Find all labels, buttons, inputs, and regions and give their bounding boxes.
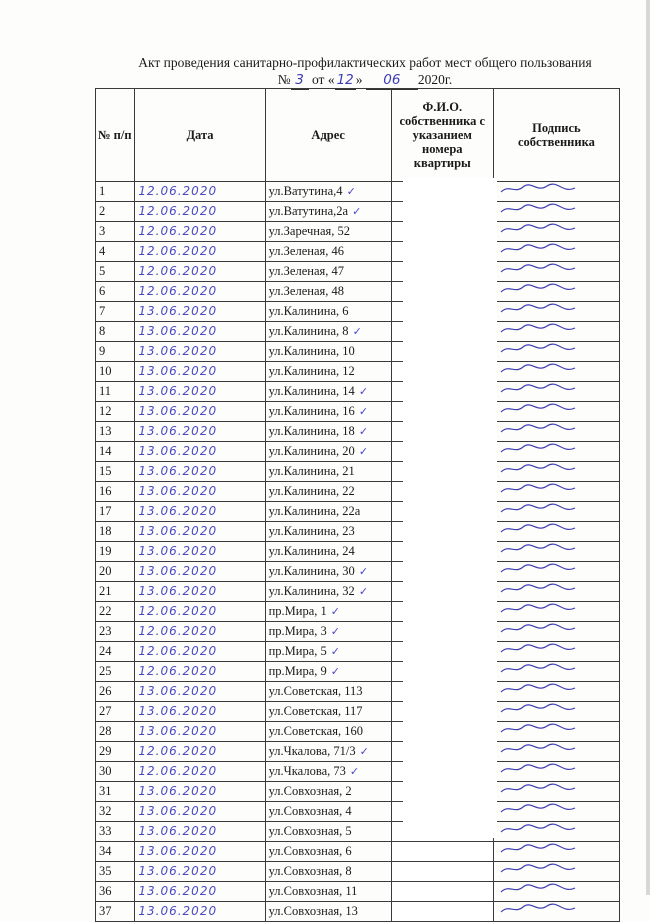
- handwritten-signature-icon: [497, 386, 597, 399]
- header-owner: Ф.И.О. собственника с указанием номера квартиры: [391, 89, 493, 182]
- row-signature-cell: [493, 542, 619, 562]
- sanitation-log-table: [95, 88, 620, 922]
- row-address-cell: [265, 342, 391, 362]
- row-address-cell: [265, 742, 391, 762]
- row-owner: [391, 842, 493, 862]
- row-address: ул.Ватутина,2а: [268, 204, 349, 218]
- table-row: [96, 342, 620, 362]
- row-signature-cell: [493, 242, 619, 262]
- row-date: 13.06.2020: [135, 382, 265, 402]
- table-row: [96, 302, 620, 322]
- page-edge-shadow: [646, 0, 650, 895]
- row-address-cell: [265, 902, 391, 922]
- row-address: ул.Зеленая, 48: [268, 284, 345, 298]
- row-date: 13.06.2020: [135, 862, 265, 882]
- table-row: [96, 802, 620, 822]
- check-mark-icon: ✓: [346, 185, 356, 198]
- row-date: 12.06.2020: [135, 622, 265, 642]
- row-signature-cell: [493, 442, 619, 462]
- table-row: [96, 562, 620, 582]
- row-number: 12: [96, 402, 135, 422]
- row-date: 13.06.2020: [135, 422, 265, 442]
- row-signature-cell: [493, 502, 619, 522]
- row-owner: [391, 862, 493, 882]
- row-number: 36: [96, 882, 135, 902]
- row-signature-cell: [493, 562, 619, 582]
- row-number: 28: [96, 722, 135, 742]
- row-date: 13.06.2020: [135, 802, 265, 822]
- row-address-cell: [265, 862, 391, 882]
- row-number: 20: [96, 562, 135, 582]
- row-number: 18: [96, 522, 135, 542]
- check-mark-icon: ✓: [352, 205, 362, 218]
- row-signature-cell: [493, 742, 619, 762]
- handwritten-signature-icon: [497, 246, 597, 259]
- table-row: [96, 362, 620, 382]
- row-address: ул.Калинина, 22: [268, 484, 355, 498]
- handwritten-signature-icon: [497, 446, 597, 459]
- header-address: Адрес: [265, 89, 391, 182]
- row-address: ул.Чкалова, 73: [268, 764, 346, 778]
- row-address: ул.Совхозная, 6: [268, 844, 352, 858]
- title-line-1: Акт проведения санитарно-профилактических работ мест общего пользования: [138, 55, 592, 70]
- table-row: [96, 182, 620, 202]
- row-date: 13.06.2020: [135, 582, 265, 602]
- close-quote: »: [355, 72, 363, 87]
- row-date: 13.06.2020: [135, 882, 265, 902]
- row-number: 25: [96, 662, 135, 682]
- row-address-cell: [265, 782, 391, 802]
- check-mark-icon: ✓: [330, 665, 340, 678]
- table-row: [96, 202, 620, 222]
- row-date: 12.06.2020: [135, 202, 265, 222]
- row-address-cell: [265, 502, 391, 522]
- row-address: ул.Калинина, 8: [268, 324, 349, 338]
- row-date: 13.06.2020: [135, 842, 265, 862]
- row-date: 13.06.2020: [135, 722, 265, 742]
- header-date: Дата: [135, 89, 265, 182]
- row-number: 17: [96, 502, 135, 522]
- handwritten-signature-icon: [497, 226, 597, 239]
- row-address: ул.Калинина, 20: [268, 444, 355, 458]
- row-signature-cell: [493, 902, 619, 922]
- row-address: ул.Советская, 113: [268, 684, 363, 698]
- row-number: 26: [96, 682, 135, 702]
- row-date: 13.06.2020: [135, 502, 265, 522]
- row-address: ул.Советская, 117: [268, 704, 363, 718]
- row-signature-cell: [493, 782, 619, 802]
- row-signature-cell: [493, 362, 619, 382]
- row-date: 13.06.2020: [135, 782, 265, 802]
- row-number: 23: [96, 622, 135, 642]
- from-word: от «: [311, 72, 335, 87]
- row-address-cell: [265, 422, 391, 442]
- row-address: ул.Калинина, 32: [268, 584, 355, 598]
- header-num: № п/п: [96, 89, 135, 182]
- handwritten-signature-icon: [497, 366, 597, 379]
- row-number: 16: [96, 482, 135, 502]
- row-number: 22: [96, 602, 135, 622]
- row-number: 30: [96, 762, 135, 782]
- row-address: ул.Совхозная, 13: [268, 904, 358, 918]
- row-date: 12.06.2020: [135, 742, 265, 762]
- row-address: ул.Калинина, 6: [268, 304, 349, 318]
- row-address-cell: [265, 482, 391, 502]
- handwritten-signature-icon: [497, 266, 597, 279]
- check-mark-icon: ✓: [358, 405, 369, 418]
- row-address: ул.Калинина, 14: [268, 384, 355, 398]
- row-address-cell: [265, 622, 391, 642]
- row-address-cell: [265, 222, 391, 242]
- act-month: 06: [366, 72, 418, 90]
- row-address: ул.Чкалова, 71/3: [268, 744, 356, 758]
- row-signature-cell: [493, 802, 619, 822]
- row-number: 10: [96, 362, 135, 382]
- row-address-cell: [265, 802, 391, 822]
- table-row: [96, 642, 620, 662]
- row-date: 12.06.2020: [135, 602, 265, 622]
- row-number: 9: [96, 342, 135, 362]
- row-number: 2: [96, 202, 135, 222]
- row-address-cell: [265, 462, 391, 482]
- row-number: 6: [96, 282, 135, 302]
- table-row: [96, 542, 620, 562]
- table-row: [96, 682, 620, 702]
- row-number: 5: [96, 262, 135, 282]
- row-address: пр.Мира, 5: [268, 644, 327, 658]
- row-address: ул.Калинина, 23: [268, 524, 355, 538]
- row-signature-cell: [493, 582, 619, 602]
- row-address-cell: [265, 702, 391, 722]
- handwritten-signature-icon: [497, 566, 597, 579]
- row-signature-cell: [493, 682, 619, 702]
- row-signature-cell: [493, 322, 619, 342]
- row-address: ул.Калинина, 18: [268, 424, 355, 438]
- row-signature-cell: [493, 182, 619, 202]
- table-row: [96, 622, 620, 642]
- row-date: 13.06.2020: [135, 482, 265, 502]
- row-signature-cell: [493, 282, 619, 302]
- handwritten-signature-icon: [497, 586, 597, 599]
- row-address-cell: [265, 662, 391, 682]
- document-title: [100, 54, 630, 90]
- row-number: 34: [96, 842, 135, 862]
- row-number: 15: [96, 462, 135, 482]
- table-row: [96, 222, 620, 242]
- check-mark-icon: ✓: [358, 565, 369, 578]
- row-date: 13.06.2020: [135, 362, 265, 382]
- handwritten-signature-icon: [497, 506, 597, 519]
- row-owner: [391, 882, 493, 902]
- row-signature-cell: [493, 302, 619, 322]
- handwritten-signature-icon: [497, 526, 597, 539]
- row-date: 13.06.2020: [135, 402, 265, 422]
- table-row: [96, 862, 620, 882]
- row-date: 12.06.2020: [135, 282, 265, 302]
- row-date: 13.06.2020: [135, 822, 265, 842]
- handwritten-signature-icon: [497, 186, 597, 199]
- row-number: 11: [96, 382, 135, 402]
- table-row: [96, 262, 620, 282]
- handwritten-signature-icon: [497, 886, 597, 899]
- handwritten-signature-icon: [497, 206, 597, 219]
- row-address-cell: [265, 202, 391, 222]
- header-signature: Подпись собственника: [493, 89, 619, 182]
- check-mark-icon: ✓: [349, 765, 360, 778]
- row-signature-cell: [493, 342, 619, 362]
- row-date: 13.06.2020: [135, 302, 265, 322]
- table-row: [96, 662, 620, 682]
- row-signature-cell: [493, 402, 619, 422]
- row-date: 12.06.2020: [135, 182, 265, 202]
- row-number: 4: [96, 242, 135, 262]
- row-signature-cell: [493, 882, 619, 902]
- table-row: [96, 462, 620, 482]
- act-number: 3: [291, 72, 309, 90]
- row-signature-cell: [493, 422, 619, 442]
- handwritten-signature-icon: [497, 546, 597, 559]
- row-address: ул.Ватутина,4: [268, 184, 343, 198]
- table-row: [96, 842, 620, 862]
- row-address: ул.Калинина, 21: [268, 464, 355, 478]
- row-date: 13.06.2020: [135, 542, 265, 562]
- handwritten-signature-icon: [497, 746, 597, 759]
- row-address: пр.Мира, 3: [268, 624, 327, 638]
- row-address-cell: [265, 882, 391, 902]
- table-row: [96, 242, 620, 262]
- handwritten-signature-icon: [497, 706, 597, 719]
- row-number: 32: [96, 802, 135, 822]
- row-address-cell: [265, 302, 391, 322]
- table-row: [96, 702, 620, 722]
- handwritten-signature-icon: [497, 486, 597, 499]
- row-address-cell: [265, 282, 391, 302]
- handwritten-signature-icon: [497, 346, 597, 359]
- table-row: [96, 422, 620, 442]
- act-year: 2020г.: [417, 72, 453, 87]
- row-address-cell: [265, 382, 391, 402]
- row-signature-cell: [493, 602, 619, 622]
- row-date: 12.06.2020: [135, 262, 265, 282]
- row-number: 29: [96, 742, 135, 762]
- handwritten-signature-icon: [497, 686, 597, 699]
- row-address: ул.Совхозная, 8: [268, 864, 352, 878]
- table-row: [96, 882, 620, 902]
- row-date: 13.06.2020: [135, 702, 265, 722]
- row-address-cell: [265, 722, 391, 742]
- row-address-cell: [265, 522, 391, 542]
- table-row: [96, 322, 620, 342]
- handwritten-signature-icon: [497, 726, 597, 739]
- row-date: 12.06.2020: [135, 222, 265, 242]
- check-mark-icon: ✓: [330, 625, 340, 638]
- row-signature-cell: [493, 862, 619, 882]
- handwritten-signature-icon: [497, 286, 597, 299]
- row-address-cell: [265, 822, 391, 842]
- row-address: пр.Мира, 1: [268, 604, 327, 618]
- row-address: ул.Зеленая, 46: [268, 244, 345, 258]
- row-date: 13.06.2020: [135, 522, 265, 542]
- row-number: 3: [96, 222, 135, 242]
- handwritten-signature-icon: [497, 326, 597, 339]
- handwritten-signature-icon: [497, 906, 597, 919]
- table-row: [96, 442, 620, 462]
- row-address-cell: [265, 762, 391, 782]
- redacted-names-area: [403, 178, 497, 838]
- handwritten-signature-icon: [497, 406, 597, 419]
- row-number: 8: [96, 322, 135, 342]
- row-address-cell: [265, 842, 391, 862]
- handwritten-signature-icon: [497, 646, 597, 659]
- handwritten-signature-icon: [497, 626, 597, 639]
- handwritten-signature-icon: [497, 606, 597, 619]
- table-row: [96, 782, 620, 802]
- row-address-cell: [265, 442, 391, 462]
- row-address-cell: [265, 562, 391, 582]
- row-signature-cell: [493, 762, 619, 782]
- table-row: [96, 402, 620, 422]
- row-address: ул.Совхозная, 5: [268, 824, 352, 838]
- handwritten-signature-icon: [497, 786, 597, 799]
- row-signature-cell: [493, 622, 619, 642]
- row-address: ул.Калинина, 24: [268, 544, 355, 558]
- row-number: 1: [96, 182, 135, 202]
- row-number: 7: [96, 302, 135, 322]
- check-mark-icon: ✓: [358, 385, 369, 398]
- row-date: 13.06.2020: [135, 322, 265, 342]
- handwritten-signature-icon: [497, 426, 597, 439]
- row-address-cell: [265, 682, 391, 702]
- row-number: 37: [96, 902, 135, 922]
- check-mark-icon: ✓: [359, 745, 369, 758]
- table-row: [96, 822, 620, 842]
- handwritten-signature-icon: [497, 806, 597, 819]
- row-address-cell: [265, 182, 391, 202]
- handwritten-signature-icon: [497, 306, 597, 319]
- check-mark-icon: ✓: [358, 585, 369, 598]
- row-number: 14: [96, 442, 135, 462]
- row-address: ул.Заречная, 52: [268, 224, 350, 238]
- row-date: 13.06.2020: [135, 562, 265, 582]
- check-mark-icon: ✓: [358, 445, 369, 458]
- handwritten-signature-icon: [497, 766, 597, 779]
- row-signature-cell: [493, 722, 619, 742]
- row-date: 13.06.2020: [135, 442, 265, 462]
- row-date: 13.06.2020: [135, 682, 265, 702]
- row-number: 31: [96, 782, 135, 802]
- table-header-row: [96, 89, 620, 182]
- row-signature-cell: [493, 262, 619, 282]
- table-row: [96, 722, 620, 742]
- row-signature-cell: [493, 462, 619, 482]
- table-body: [96, 182, 620, 922]
- row-address: пр.Мира, 9: [268, 664, 327, 678]
- row-signature-cell: [493, 642, 619, 662]
- row-signature-cell: [493, 842, 619, 862]
- row-address-cell: [265, 322, 391, 342]
- row-signature-cell: [493, 222, 619, 242]
- row-signature-cell: [493, 662, 619, 682]
- row-date: 12.06.2020: [135, 642, 265, 662]
- row-number: 35: [96, 862, 135, 882]
- check-mark-icon: ✓: [330, 605, 340, 618]
- row-number: 21: [96, 582, 135, 602]
- row-owner: [391, 902, 493, 922]
- row-number: 13: [96, 422, 135, 442]
- handwritten-signature-icon: [497, 826, 597, 839]
- row-address: ул.Совхозная, 4: [268, 804, 352, 818]
- table-row: [96, 742, 620, 762]
- row-address: ул.Калинина, 22а: [268, 504, 361, 518]
- handwritten-signature-icon: [497, 466, 597, 479]
- handwritten-signature-icon: [497, 866, 597, 879]
- row-address: ул.Калинина, 30: [268, 564, 355, 578]
- row-date: 12.06.2020: [135, 662, 265, 682]
- row-number: 33: [96, 822, 135, 842]
- act-day: 12: [336, 72, 354, 88]
- act-number-prefix: №: [277, 72, 291, 87]
- table-row: [96, 582, 620, 602]
- check-mark-icon: ✓: [352, 325, 362, 338]
- handwritten-signature-icon: [497, 666, 597, 679]
- row-date: 12.06.2020: [135, 242, 265, 262]
- table-row: [96, 602, 620, 622]
- row-number: 24: [96, 642, 135, 662]
- row-address: ул.Совхозная, 11: [268, 884, 358, 898]
- row-address: ул.Калинина, 16: [268, 404, 355, 418]
- row-address: ул.Советская, 160: [268, 724, 363, 738]
- row-address-cell: [265, 542, 391, 562]
- row-address-cell: [265, 582, 391, 602]
- row-address: ул.Калинина, 10: [268, 344, 355, 358]
- row-signature-cell: [493, 822, 619, 842]
- row-address-cell: [265, 242, 391, 262]
- handwritten-signature-icon: [497, 846, 597, 859]
- table-row: [96, 482, 620, 502]
- row-address: ул.Калинина, 12: [268, 364, 355, 378]
- row-address-cell: [265, 602, 391, 622]
- table-row: [96, 902, 620, 922]
- row-date: 13.06.2020: [135, 342, 265, 362]
- row-number: 19: [96, 542, 135, 562]
- row-signature-cell: [493, 482, 619, 502]
- row-address-cell: [265, 402, 391, 422]
- row-number: 27: [96, 702, 135, 722]
- row-address: ул.Зеленая, 47: [268, 264, 345, 278]
- check-mark-icon: ✓: [330, 645, 340, 658]
- table-row: [96, 762, 620, 782]
- row-signature-cell: [493, 382, 619, 402]
- table-row: [96, 522, 620, 542]
- row-signature-cell: [493, 202, 619, 222]
- row-date: 13.06.2020: [135, 902, 265, 922]
- row-address-cell: [265, 642, 391, 662]
- row-date: 12.06.2020: [135, 762, 265, 782]
- row-signature-cell: [493, 702, 619, 722]
- table-row: [96, 282, 620, 302]
- row-address-cell: [265, 362, 391, 382]
- table-row: [96, 502, 620, 522]
- row-signature-cell: [493, 522, 619, 542]
- row-address: ул.Совхозная, 2: [268, 784, 352, 798]
- table-row: [96, 382, 620, 402]
- row-date: 13.06.2020: [135, 462, 265, 482]
- check-mark-icon: ✓: [358, 425, 369, 438]
- row-address-cell: [265, 262, 391, 282]
